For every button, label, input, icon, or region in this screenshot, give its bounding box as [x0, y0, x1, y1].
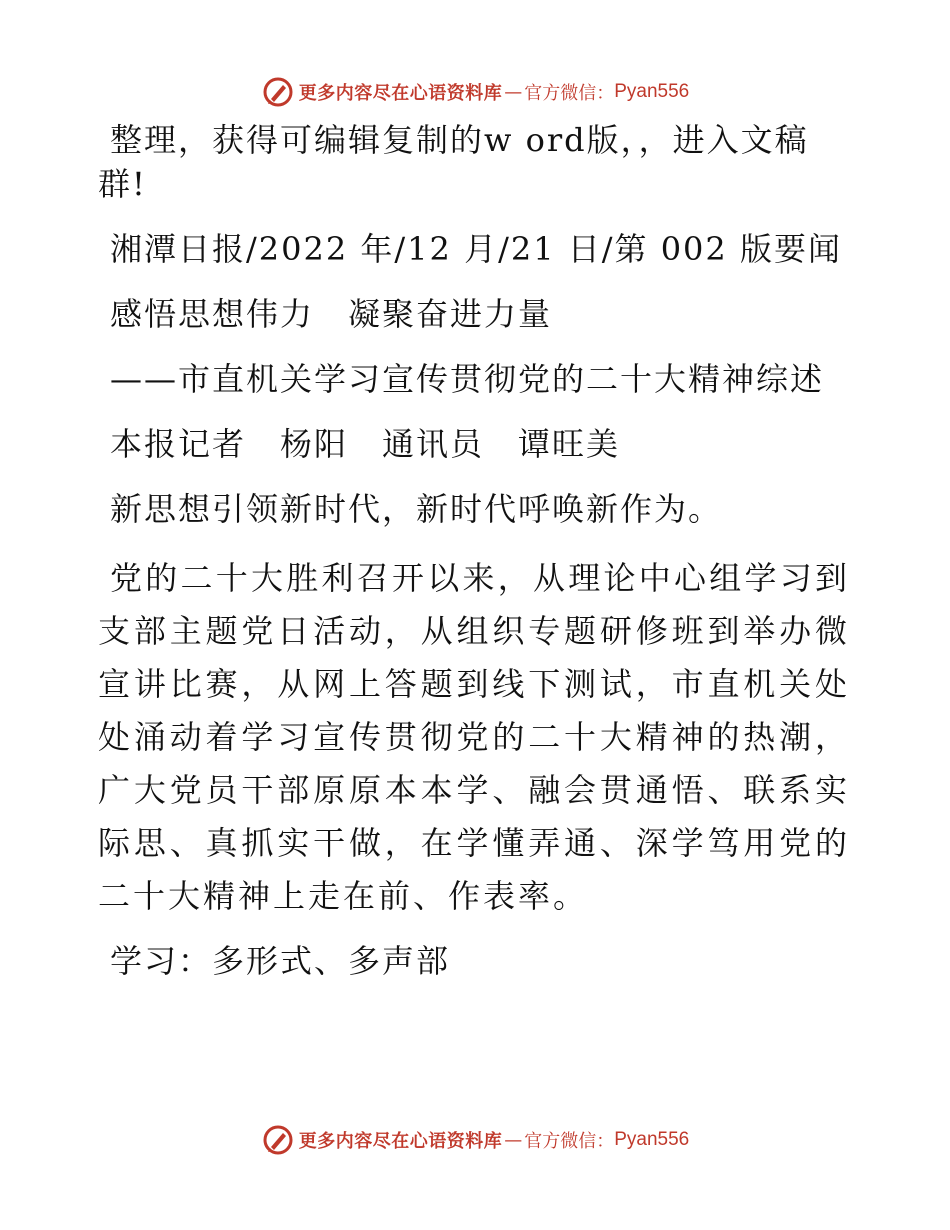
section-heading: 学习：多形式、多声部	[110, 942, 451, 980]
header-watermark	[0, 72, 950, 112]
document-body	[98, 118, 850, 1004]
footer-watermark	[0, 1120, 950, 1160]
pen-nib-circle-icon	[261, 1123, 295, 1157]
lead-sentence: 新思想引领新时代，新时代呼唤新作为。	[110, 490, 723, 528]
watermark-label: 官方微信：	[524, 83, 615, 104]
watermark-wechat-id: Pyan556	[614, 81, 690, 102]
subheadline: ——市直机关学习宣传贯彻党的二十大精神综述	[110, 360, 825, 398]
watermark-brand: 更多内容尽在心语资料库	[298, 1131, 503, 1152]
dateline: 湘潭日报/2022 年/12 月/21 日/第 002 版要闻	[110, 230, 842, 268]
watermark-dash: —	[504, 81, 523, 103]
pen-nib-circle-icon	[261, 75, 295, 109]
watermark-brand: 更多内容尽在心语资料库	[298, 83, 503, 104]
watermark-label: 官方微信：	[524, 1131, 615, 1152]
byline: 本报记者 杨阳 通讯员 谭旺美	[110, 425, 621, 463]
intro-line: 整理，获得可编辑复制的w ord版，，进入文稿群!	[98, 121, 809, 203]
watermark-dash: —	[504, 1129, 523, 1151]
headline: 感悟思想伟力 凝聚奋进力量	[110, 295, 553, 333]
body-paragraph: 党的二十大胜利召开以来，从理论中心组学习到支部主题党日活动，从组织专题研修班到举办微宣讲比赛，从网上答题到线下测试，市直机关处处涌动着学习宣传贯彻党的二十大精神的热潮，广大党员干部原原本本学、融会贯通悟、联系实际思、真抓实干做，在学懂弄通、深学笃用党的二十大精神上走在前、作表率。	[98, 559, 850, 915]
watermark-wechat-id: Pyan556	[614, 1129, 690, 1150]
